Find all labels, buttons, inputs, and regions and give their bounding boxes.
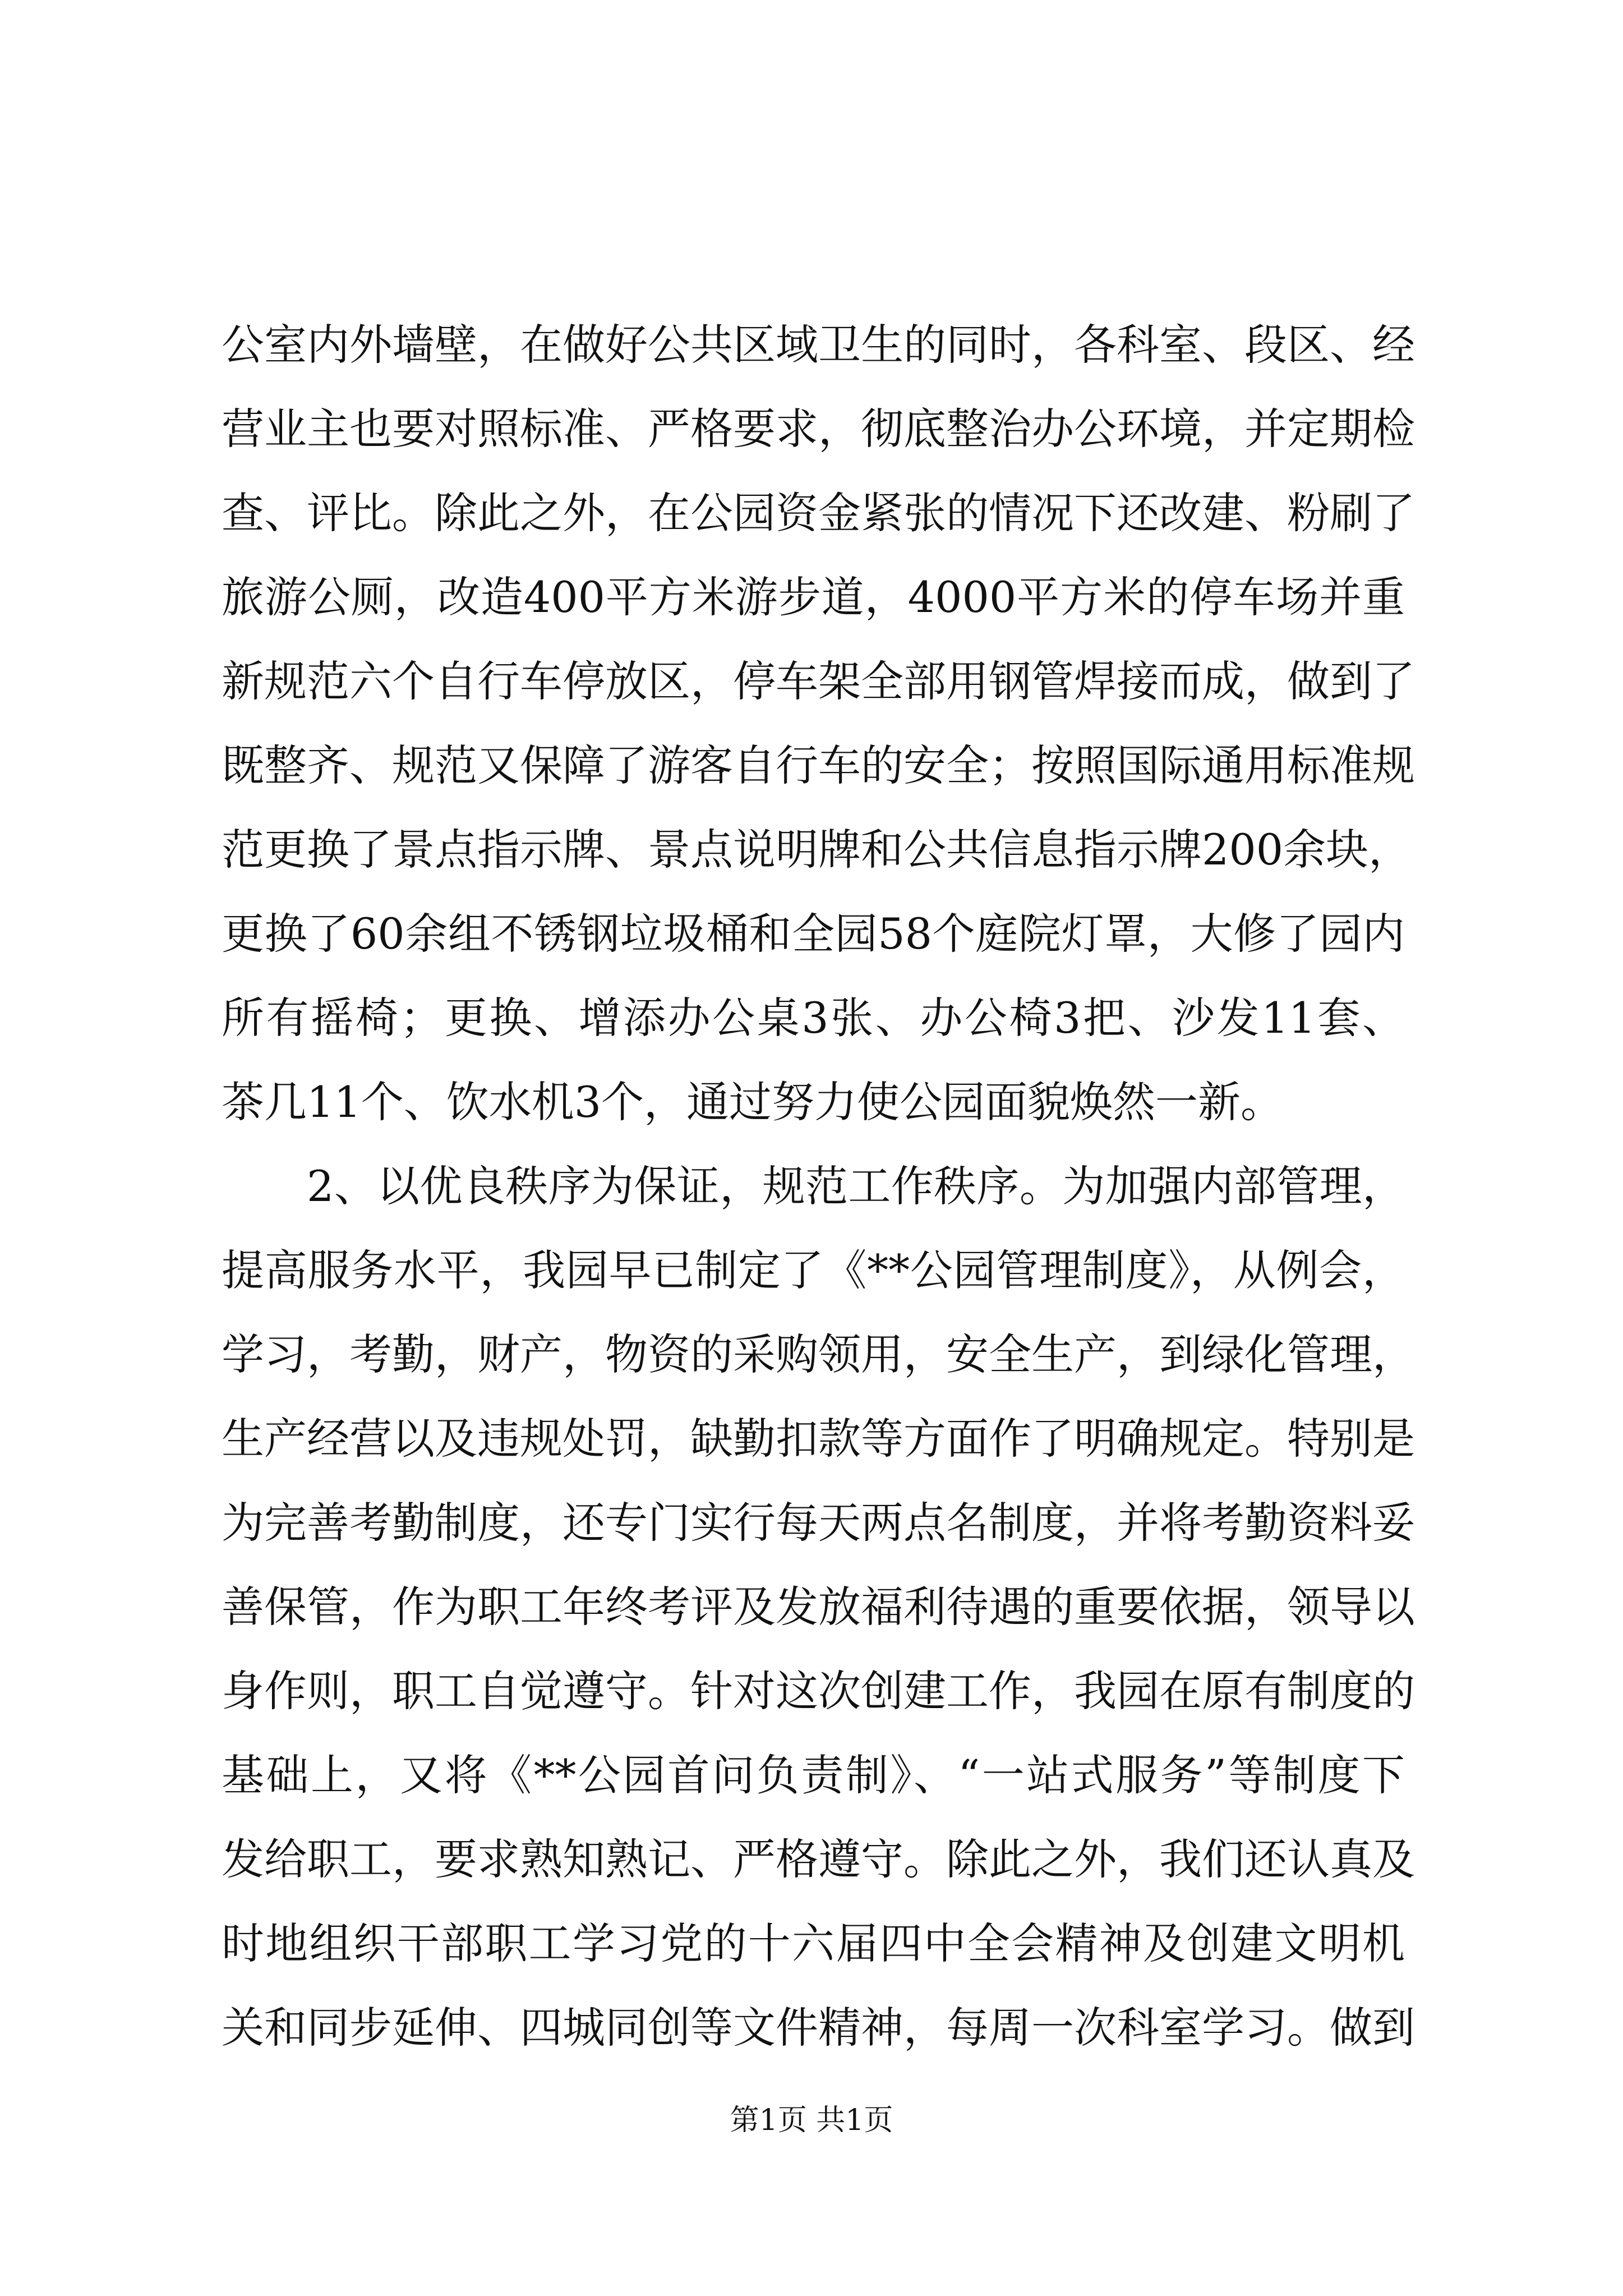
text-line: 查、评比。除此之外，在公园资金紧张的情况下还改建、粉刷了 (222, 488, 1415, 538)
text-line: 更换了60余组不锈钢垃圾桶和全园58个庭院灯罩，大修了园内 (222, 909, 1405, 959)
page-number: 第1页 共1页 (730, 2104, 893, 2137)
paragraph-1 (222, 303, 1415, 1144)
paragraph-2 (222, 1144, 1415, 2070)
text-line: 学习，考勤，财产，物资的采购领用，安全生产，到绿化管理， (222, 1329, 1415, 1379)
text-line: 生产经营以及违规处罚，缺勤扣款等方面作了明确规定。特别是 (222, 1414, 1415, 1464)
text-line: 发给职工，要求熟知熟记、严格遵守。除此之外，我们还认真及 (222, 1834, 1415, 1884)
text-line: 为完善考勤制度，还专门实行每天两点名制度，并将考勤资料妥 (222, 1498, 1415, 1548)
text-line: 范更换了景点指示牌、景点说明牌和公共信息指示牌200余块， (222, 825, 1412, 875)
text-line: 既整齐、规范又保障了游客自行车的安全；按照国际通用标准规 (222, 740, 1415, 790)
text-line: 善保管，作为职工年终考评及发放福利待遇的重要依据，领导以 (222, 1582, 1415, 1632)
text-line: 时地组织干部职工学习党的十六届四中全会精神及创建文明机 (222, 1918, 1405, 1968)
page-footer (0, 2098, 1623, 2143)
text-line: 新规范六个自行车停放区，停车架全部用钢管焊接而成，做到了 (222, 656, 1415, 706)
text-line: 提高服务水平，我园早已制定了《**公园管理制度》，从例会， (222, 1245, 1405, 1295)
text-line: 身作则，职工自觉遵守。针对这次创建工作，我园在原有制度的 (222, 1666, 1415, 1716)
text-line: 所有摇椅；更换、增添办公桌3张、办公椅3把、沙发11套、 (222, 993, 1405, 1043)
text-line: 旅游公厕，改造400平方米游步道，4000平方米的停车场并重 (222, 572, 1405, 622)
text-line: 公室内外墙壁，在做好公共区域卫生的同时，各科室、段区、经 (222, 320, 1415, 370)
text-line: 基础上，又将《**公园首问负责制》、“一站式服务”等制度下 (222, 1750, 1405, 1800)
text-line: 茶几11个、饮水机3个，通过努力使公园面貌焕然一新。 (222, 1077, 1284, 1127)
text-line: 关和同步延伸、四城同创等文件精神，每周一次科室学习。做到 (222, 2003, 1415, 2053)
document-body (222, 303, 1415, 2070)
text-line: 2、以优良秩序为保证，规范工作秩序。为加强内部管理， (307, 1161, 1405, 1211)
text-line: 营业主也要对照标准、严格要求，彻底整治办公环境，并定期检 (222, 404, 1415, 454)
